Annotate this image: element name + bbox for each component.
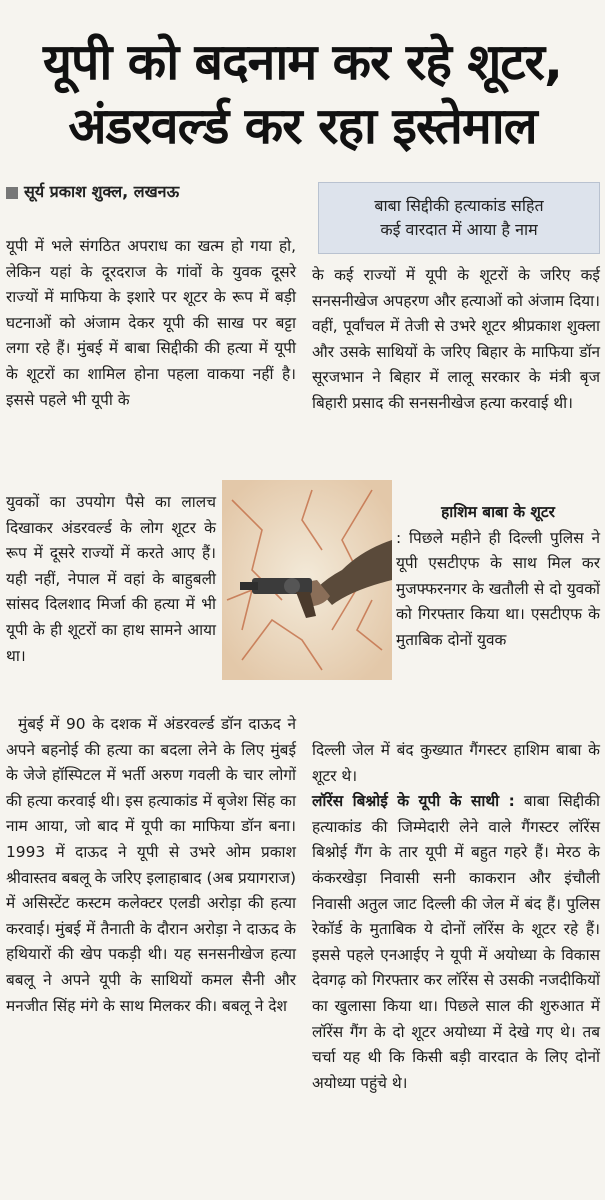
subhead-lawrence: लॉरेंस बिश्नोई के यूपी के साथी : [312,792,515,811]
left-paragraph-1: यूपी में भले संगठित अपराध का खत्म हो गया हो, लेकिन यहां के दूरदराज के गांवों के युवक दूसरे राज्यों में माफिया के इशारे पर शूटर के रूप में बड़ी घटनाओं को अंजाम देकर यूपी की साख पर बट्टा लगा रहे हैं। मुंबई में बाबा सिद्दीकी की हत्या में यूपी के शूटरों का शामिल होना पहला वाकया नहीं है। इससे पहले भी यूपी के [6,237,296,409]
square-bullet-icon [6,187,18,199]
callout-line-2: कई वारदात में आया है नाम [380,220,538,239]
subhead-hashim: हाशिम बाबा के शूटर [441,503,555,521]
headline [0,30,605,158]
byline [6,180,179,202]
right-paragraph-1: के कई राज्यों में यूपी के शूटरों के जरिए कई सनसनीखेज अपहरण और हत्याओं को अंजाम दिया। वहीं, पूर्वांचल में तेजी से उभरे शूटर श्रीप्रकाश शुक्ला और उसके साथियों के जरिए बिहार के माफिया डॉन सूरजभान ने बिहार में लालू सरकार के मंत्री बृज बिहारी प्रसाद की सनसनीखेज हत्या करवाई थी। [312,266,600,412]
left-column-bottom [6,712,296,1019]
right-paragraph-3: बाबा सिद्दीकी हत्याकांड की जिम्मेदारी लेने वाले गैंगस्टर लॉरेंस बिश्नोई गैंग के तार यूपी में बहुत गहरे हैं। मेरठ के कंकरखेड़ा निवासी सनी काकरान और इंचौली निवासी अतुल जाट दिल्ली की जेल में बंद हैं। पुलिस रेकॉर्ड के मुताबिक ये दोनों लॉरेंस के शूटर रहे हैं। इससे पहले एनआईए ने यूपी में अयोध्या के विकास देवगढ़ को गिरफ्तार कर लॉरेंस से उसकी नजदीकियों का खुलासा किया था। पिछले साल की शुरुआत में लॉरेंस गैंग के दो शूटर अयोध्या में देखे गए थे। तब चर्चा यह थी कि किसी बड़ी वारदात के लिए दोनों अयोध्या पहुंचे थे। [312,792,600,1092]
right-column-narrow [396,500,600,654]
byline-text: सूर्य प्रकाश शुक्ल, लखनऊ [24,182,180,201]
left-column-top [6,234,296,413]
callout-box [318,182,600,254]
left-paragraph-1-cont: युवकों का उपयोग पैसे का लालच दिखाकर अंडरवर्ल्ड के लोग शूटर के रूप में दूसरे राज्यों में करते आए हैं। यही नहीं, नेपाल में वहां के बाहुबली सांसद दिलशाद मिर्जा की हत्या में भी यूपी के ही शूटरों का हाथ सामने आया था। [6,493,216,665]
right-paragraph-2: : पिछले महीने ही दिल्ली पुलिस ने यूपी एसटीएफ के साथ मिल कर मुजफ्फरनगर के खतौली से दो युवकों को गिरफ्तार किया था। एसटीएफ के मुताबिक दोनों युवक [396,528,600,649]
left-column-narrow [6,490,216,669]
headline-line-2: अंडरवर्ल्ड कर रहा इस्तेमाल [68,97,537,155]
right-column-bottom [312,738,600,1096]
right-paragraph-2-cont: दिल्ली जेल में बंद कुख्यात गैंगस्टर हाशिम बाबा के शूटर थे। [312,741,600,785]
callout-line-1: बाबा सिद्दीकी हत्याकांड सहित [374,196,544,215]
left-paragraph-2: मुंबई में 90 के दशक में अंडरवर्ल्ड डॉन दाऊद ने अपने बहनोई की हत्या का बदला लेने के लिए मुंबई के जेजे हॉस्पिटल में भर्ती अरुण गवली के चार लोगों की हत्या करवाई थी। इस हत्याकांड में बृजेश सिंह का नाम आया, जो बाद में यूपी का माफिया डॉन बना। 1993 में दाऊद ने यूपी से उभरे ओम प्रकाश श्रीवास्तव बबलू के जरिए इलाहाबाद (अब प्रयागराज) में असिस्टेंट कस्टम कलेक्टर एलडी अरोड़ा की हत्या करवाई। मुंबई में तैनाती के दौरान अरोड़ा ने दाऊद के हथियारों की खेप पकड़ी थी। यह सनसनीखेज हत्या बबलू ने अपने यूपी के साथियों कमल सैनी और मनजीत सिंह मंगे के साथ मिलकर की। बबलू ने देश [6,715,296,1015]
gun-hand-illustration [222,480,392,680]
right-column-top [312,263,600,417]
headline-line-1: यूपी को बदनाम कर रहे शूटर, [43,33,562,91]
illustration [222,480,392,680]
